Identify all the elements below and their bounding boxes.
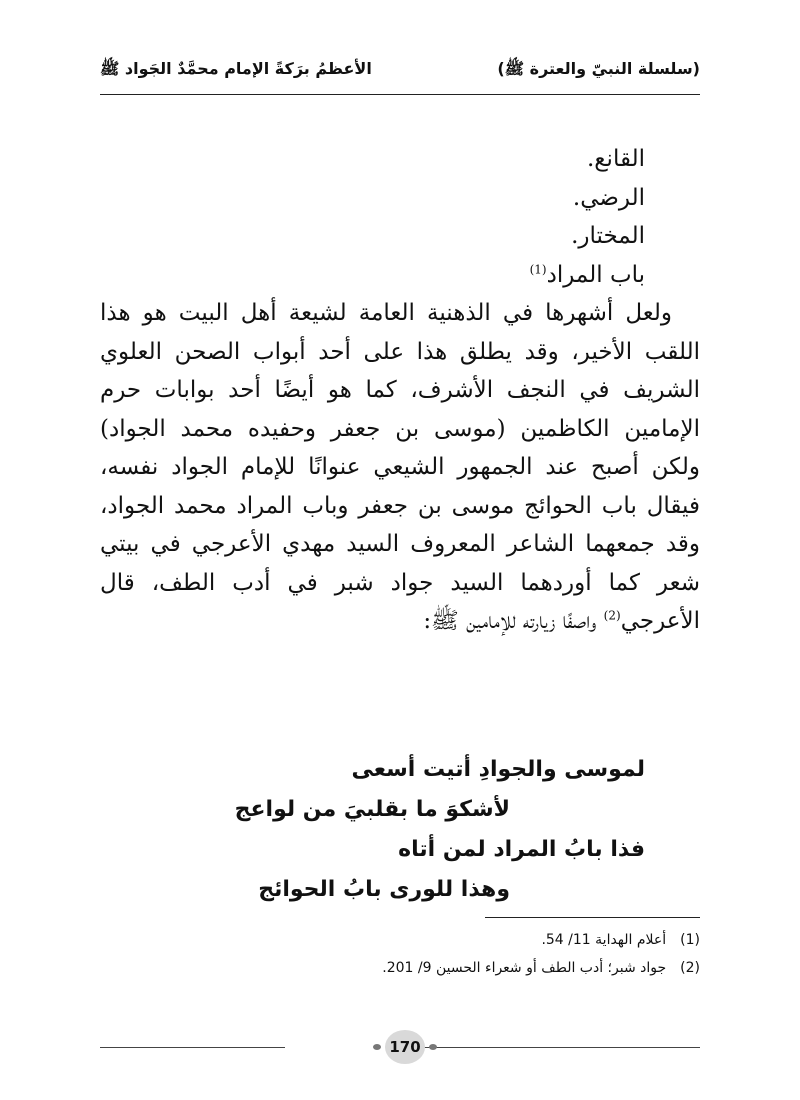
body-paragraph [100,294,700,641]
footnotes [100,926,700,982]
list-item-text: باب المراد [546,261,645,288]
footnote-ref-1[interactable]: (1) [529,261,547,276]
list-item: الرضي. [572,184,645,211]
footnote-rule [485,917,700,918]
ornament-dot-icon [429,1044,437,1050]
header-rule [100,94,700,95]
page-number-bar [100,1030,700,1064]
footnote-item [100,954,700,982]
ornament-dot-icon [373,1044,381,1050]
page-header [100,50,700,90]
poem-hemistich: لموسى والجوادِ أتيت أسعى [351,757,645,782]
poem-hemistich: وهذا للورى بابُ الحوائج [258,877,510,902]
poem-block [100,750,700,910]
paragraph-tail: واصفًا زيارته للإمامين ﷺ: [423,608,604,634]
list-item: المختار. [571,223,645,249]
footnote-text: أعلام الهداية 11/ 54. [541,932,667,948]
page-number: 170 [385,1030,425,1064]
page-rule-right [415,1047,700,1048]
poem-hemistich: لأشكوَ ما بقلبيَ من لواعج [234,797,510,822]
footnote-item [100,926,700,954]
footnote-number: (2) [680,960,700,976]
page-rule-left [100,1047,285,1048]
paragraph-text: ولعل أشهرها في الذهنية العامة لشيعة أهل البيت هو هذا اللقب الأخير، وقد يطلق هذا على أحد أبواب الصحن العلوي الشريف في النجف الأشرف، كما هو أيضًا أحد بوابات حرم الإمامين الكاظمين (موسى بن جعفر وحفيده محمد الجواد) ولكن أصبح عند الجمهور الشيعي عنوانًا للإمام الجواد نفسه، فيقال باب الحوائج موسى بن جعفر وباب المراد محمد الجواد، وقد جمعهما الشاعر المعروف السيد مهدي الأعرجي في بيتي شعر كما أوردهما السيد جواد شبر في أدب الطف، قال الأعرجي [100,300,700,634]
list-item-with-footnote [100,256,700,295]
list-item: القانع. [587,146,645,172]
series-title: (سلسلة النبيّ والعترة ﷺ) [497,58,700,78]
footnote-ref-2[interactable]: (2) [603,608,621,623]
book-title: الأعظمُ برَكةً الإمام محمَّدٌ الجَواد ﷺ [100,58,372,78]
footnote-number: (1) [680,932,700,948]
footnote-text: جواد شبر؛ أدب الطف أو شعراء الحسين 9/ 201. [382,960,667,976]
main-text [100,140,700,641]
poem-hemistich: فذا بابُ المراد لمن أتاه [398,837,645,862]
